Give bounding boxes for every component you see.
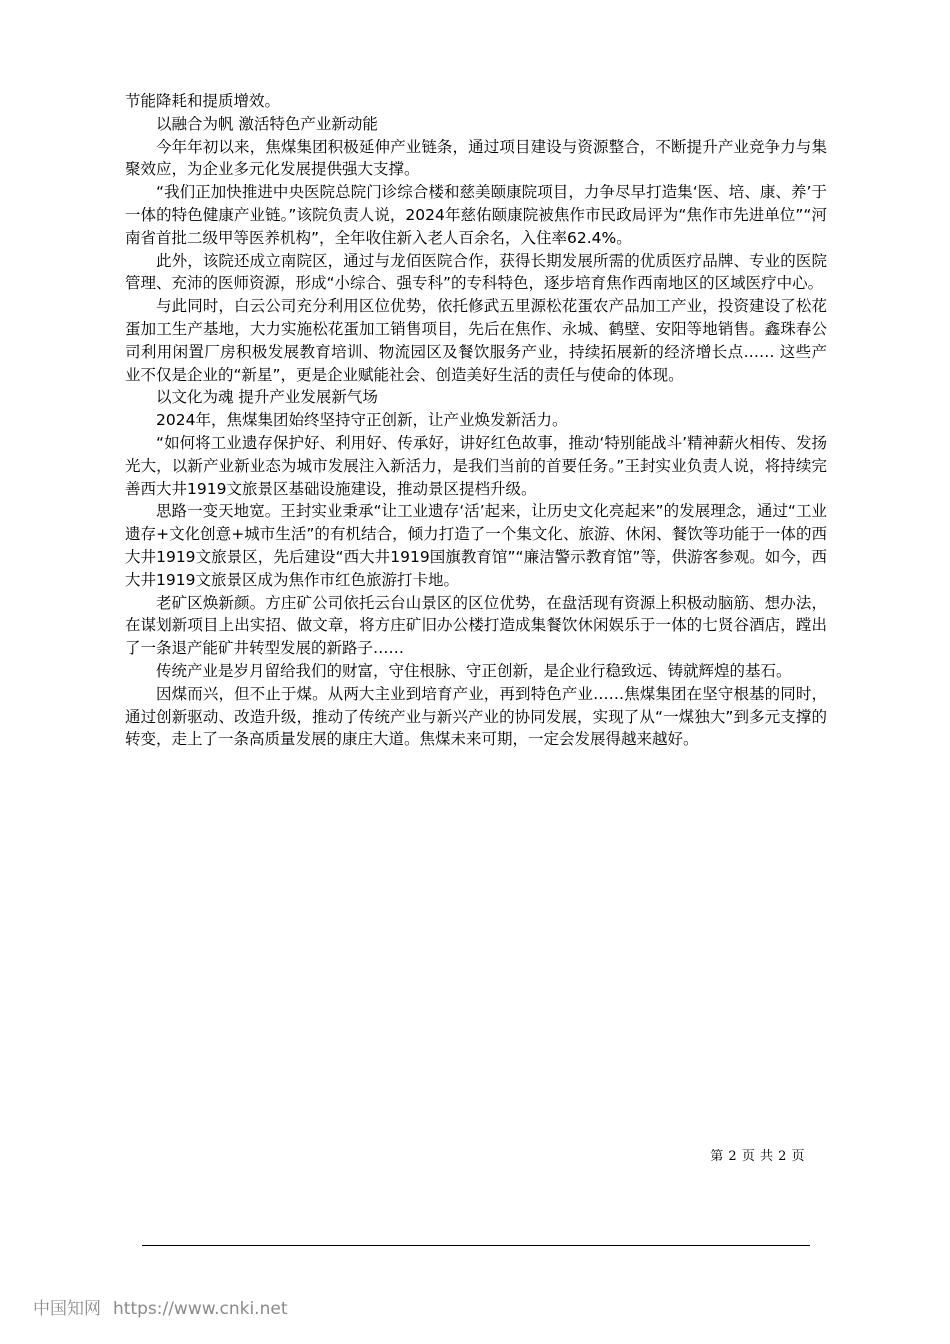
- paragraph-4: “我们正加快推进中央医院总院门诊综合楼和慈美颐康院项目，力争尽早打造集‘医、培、康、养’于一体的特色健康产业链。”该院负责人说，2024年慈佑颐康院被焦作市民政局评为“焦作市先进单位”“河南省首批二级甲等医养机构”，全年收住新入老人百余名，入住率62.4%。: [125, 183, 827, 247]
- paragraph-6: 与此同时，白云公司充分利用区位优势，依托修武五里源松花蛋农产品加工产业，投资建设了松花蛋加工生产基地，大力实施松花蛋加工销售项目，先后在焦作、永城、鹤壁、安阳等地销售。鑫珠春公司利用闲置厂房积极发展教育培训、物流园区及餐饮服务产业，持续拓展新的经济增长点…… 这些产业不仅是企业的“新星”，更是企业赋能社会、创造美好生活的责任与使命的体现。: [125, 297, 827, 384]
- paragraph-11: 老矿区焕新颜。方庄矿公司依托云台山景区的区位优势，在盘活现有资源上积极动脑筋、想办法，在谋划新项目上出实招、做文章，将方庄矿旧办公楼打造成集餐饮休闲娱乐于一体的七贤谷酒店，蹚出了一条退产能矿井转型发展的新路子……: [125, 593, 827, 658]
- section-heading-culture: 以文化为魂 提升产业发展新气场: [156, 388, 378, 407]
- watermark-url: https://www.cnki.net: [113, 1299, 288, 1319]
- cnki-watermark: [33, 1294, 287, 1319]
- paragraph-8: 2024年，焦煤集团始终坚持守正创新，让产业焕发新活力。: [156, 411, 568, 430]
- paragraph-10: 思路一变天地宽。王封实业秉承“让工业遗存‘活’起来，让历史文化亮起来”的发展理念，通过“工业遗存+文化创意+城市生活”的有机结合，倾力打造了一个集文化、旅游、休闲、餐饮等功能于一体的西大井1919文旅景区，先后建设“西大井1919国旗教育馆”“廉洁警示教育馆”等，供游客参观。如今，西大井1919文旅景区成为焦作市红色旅游打卡地。: [125, 502, 827, 589]
- paragraph-13: 因煤而兴，但不止于煤。从两大主业到培育产业，再到特色产业……焦煤集团在坚守根基的同时，通过创新驱动、改造升级，推动了传统产业与新兴产业的协同发展，实现了从“一煤独大”到多元支撑的转变，走上了一条高质量发展的康庄大道。焦煤未来可期，一定会发展得越来越好。: [125, 684, 827, 749]
- paragraph-5: 此外，该院还成立南院区，通过与龙佰医院合作，获得长期发展所需的优质医疗品牌、专业的医院管理、充沛的医师资源，形成“小综合、强专科”的专科特色，逐步培育焦作西南地区的区域医疗中心。: [125, 251, 827, 293]
- paragraph-1: 节能降耗和提质增效。: [125, 92, 281, 110]
- section-heading-fusion: 以融合为帆 激活特色产业新动能: [156, 114, 378, 133]
- paragraph-12: 传统产业是岁月留给我们的财富，守住根脉、守正创新，是企业行稳致远、铸就辉煌的基石。: [156, 661, 792, 680]
- watermark-brand: 中国知网: [33, 1299, 101, 1319]
- article-body: [125, 90, 827, 751]
- paragraph-9: “如何将工业遗存保护好、利用好、传承好，讲好红色故事，推动‘特别能战斗’精神薪火相传、发扬光大，以新产业新业态为城市发展注入新活力，是我们当前的首要任务。”王封实业负责人说，将持续完善西大井1919文旅景区基础设施建设，推动景区提档升级。: [125, 433, 827, 498]
- footer-divider: [142, 1245, 810, 1246]
- page-number: 第 2 页 共 2 页: [710, 1149, 805, 1164]
- paragraph-3: 今年年初以来，焦煤集团积极延伸产业链条，通过项目建设与资源整合，不断提升产业竞争力与集聚效应，为企业多元化发展提供强大支撑。: [125, 137, 827, 179]
